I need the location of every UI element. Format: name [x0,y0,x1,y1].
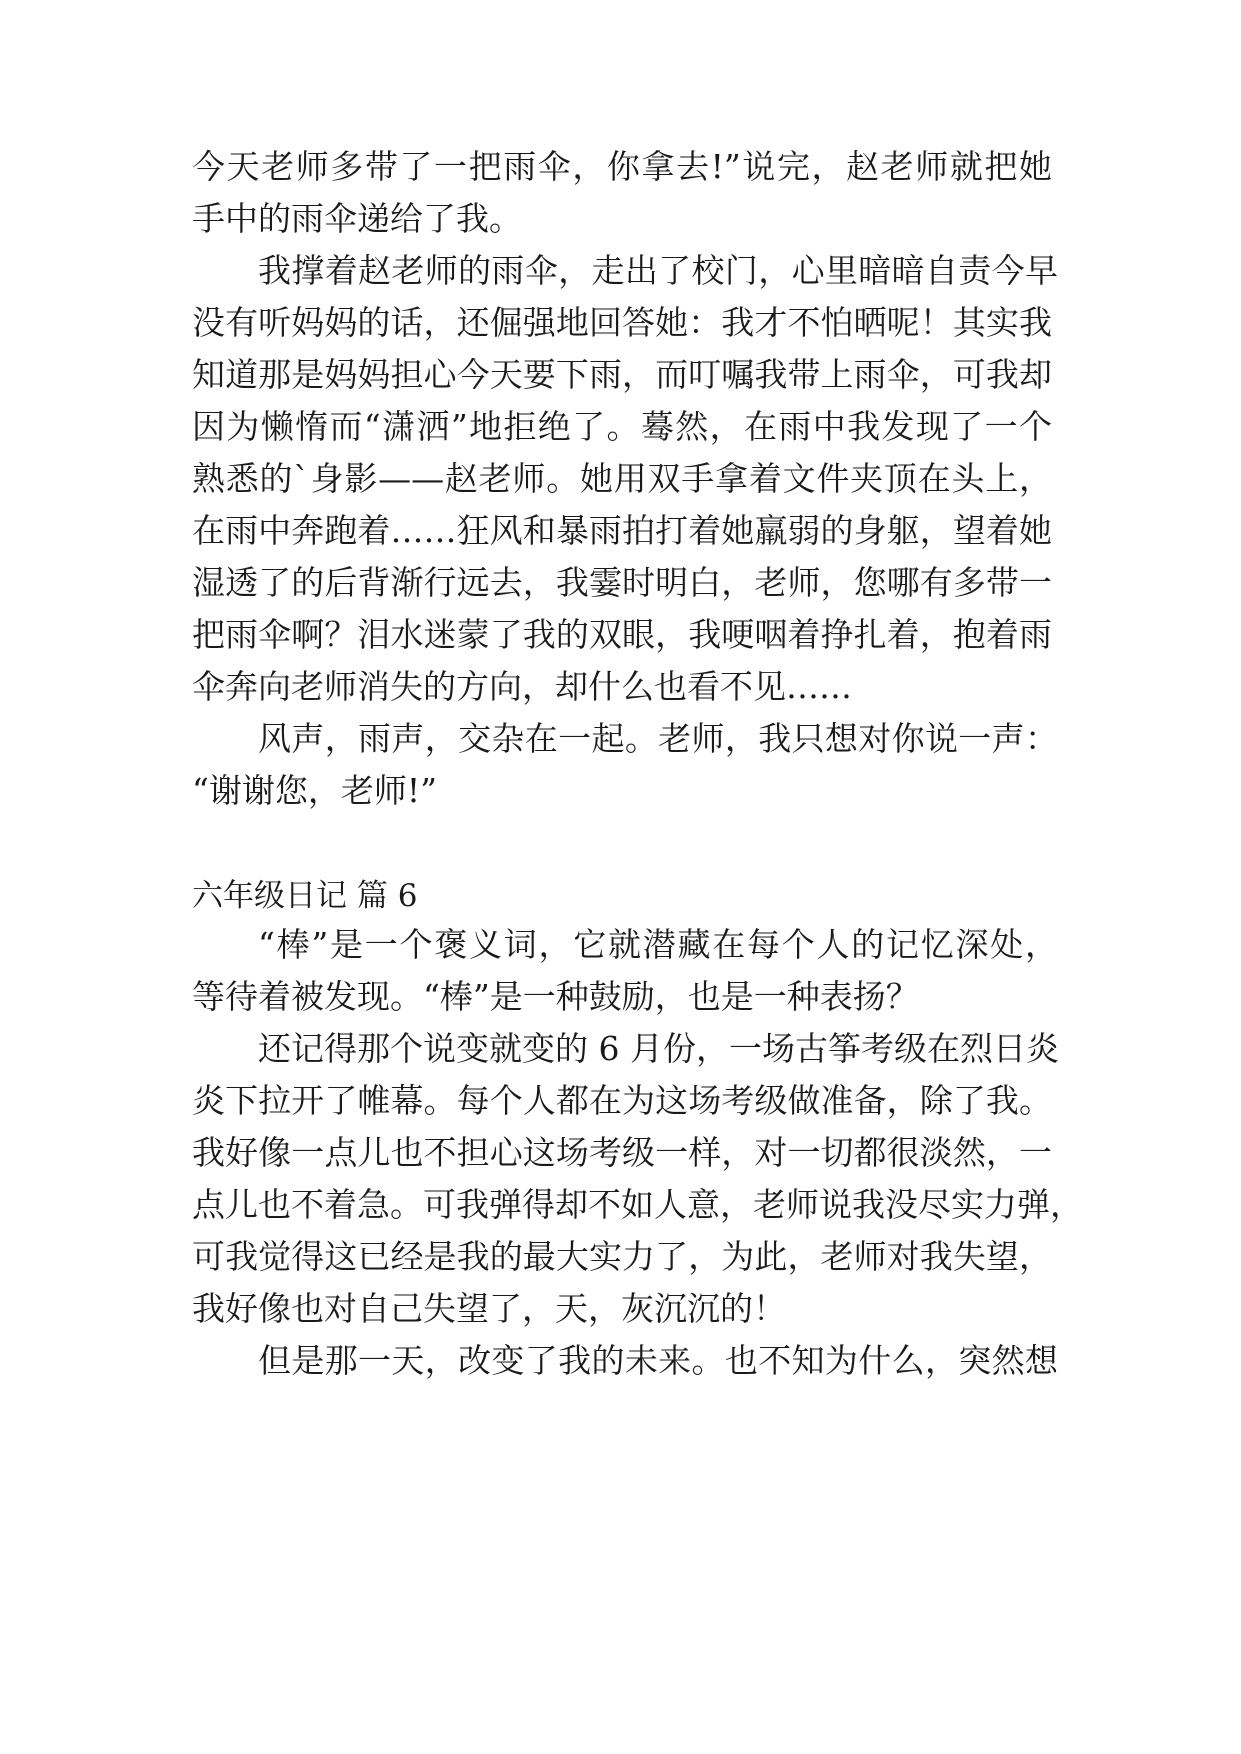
paragraph-line: 湿透了的后背渐行远去，我霎时明白，老师，您哪有多带一 [192,563,1052,602]
paragraph-line: 风声，雨声，交杂在一起。老师，我只想对你说一声： [258,719,1058,758]
paragraph-line: “谢谢您，老师!” [192,771,438,810]
paragraph-line: 我好像也对自己失望了，天，灰沉沉的！ [192,1289,786,1328]
paragraph-line: 但是那一天，改变了我的未来。也不知为什么，突然想 [258,1341,1058,1380]
section-heading: 六年级日记 篇 6 [192,878,418,914]
paragraph-line: 在雨中奔跑着……狂风和暴雨拍打着她羸弱的身躯，望着她 [192,511,1052,550]
paragraph-line: 伞奔向老师消失的方向，却什么也看不见…… [192,667,852,706]
paragraph-line: 炎下拉开了帷幕。每个人都在为这场考级做准备，除了我。 [192,1081,1052,1120]
paragraph-line: 点儿也不着急。可我弹得却不如人意，老师说我没尽实力弹， [192,1185,1083,1224]
paragraph-line: 因为懒惰而“潇洒”地拒绝了。蓦然，在雨中我发现了一个 [192,407,1052,446]
paragraph-line: 知道那是妈妈担心今天要下雨，而叮嘱我带上雨伞，可我却 [192,355,1052,394]
paragraph-line: 等待着被发现。“棒”是一种鼓励，也是一种表扬？ [192,977,919,1016]
paragraph-line: 把雨伞啊？泪水迷蒙了我的双眼，我哽咽着挣扎着，抱着雨 [192,615,1052,654]
paragraph-line: 我撑着赵老师的雨伞，走出了校门，心里暗暗自责今早 [258,251,1058,290]
paragraph-line: 今天老师多带了一把雨伞，你拿去!”说完，赵老师就把她 [192,147,1052,186]
paragraph-line: 还记得那个说变就变的 6 月份，一场古筝考级在烈日炎 [258,1029,1059,1068]
paragraph-line: 没有听妈妈的话，还倔强地回答她：我才不怕晒呢！其实我 [192,303,1052,342]
paragraph-line: 手中的雨伞递给了我。 [192,199,522,238]
paragraph-line: “棒”是一个褒义词，它就潜藏在每个人的记忆深处， [258,925,1058,964]
paragraph-line: 可我觉得这已经是我的最大实力了，为此，老师对我失望， [192,1237,1052,1276]
paragraph-line: 熟悉的`身影——赵老师。她用双手拿着文件夹顶在头上， [192,459,1052,498]
paragraph-line: 我好像一点儿也不担心这场考级一样，对一切都很淡然，一 [192,1133,1052,1172]
